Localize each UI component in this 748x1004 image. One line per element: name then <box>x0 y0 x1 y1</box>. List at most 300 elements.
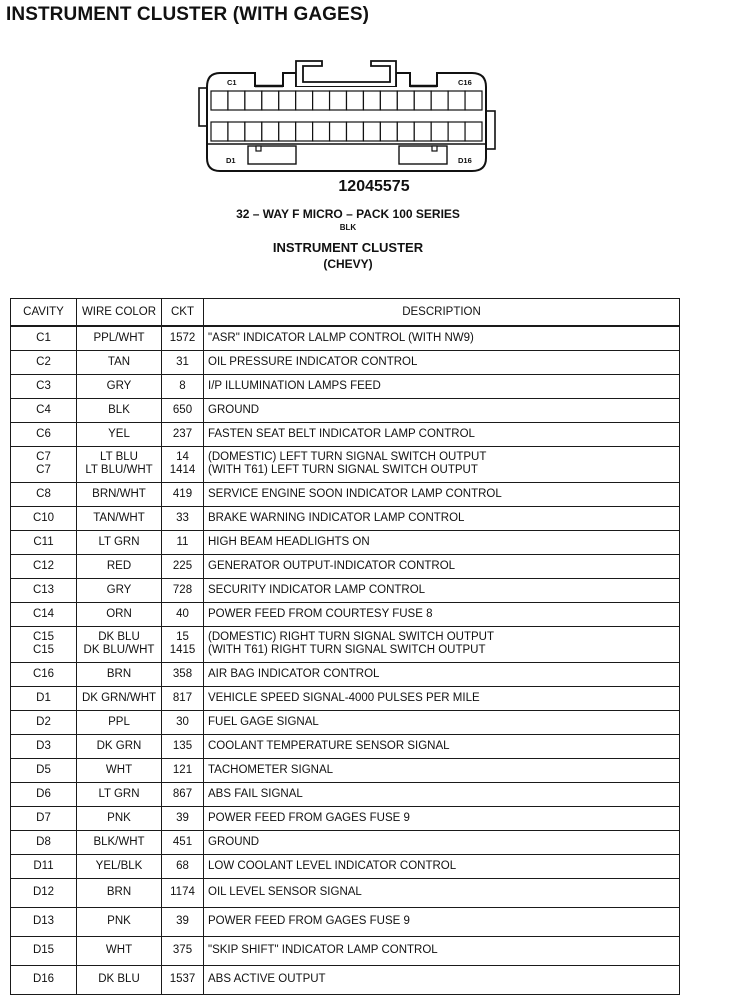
cell-ckt-text: 8 <box>179 379 186 392</box>
cell-cavity <box>11 936 77 965</box>
table-row <box>11 578 680 602</box>
cavity-c-3 <box>245 91 262 110</box>
cell-wire-color <box>77 878 162 907</box>
cell-ckt <box>162 578 204 602</box>
cell-cavity <box>11 350 77 374</box>
cell-ckt-text: 419 <box>172 487 193 500</box>
cell-wire-color-text: DK BLU <box>98 631 140 643</box>
cell-cavity <box>11 530 77 554</box>
cell-ckt <box>162 878 204 907</box>
cell-ckt <box>162 326 204 350</box>
label-c-first: C1 <box>227 78 237 87</box>
cell-wire-color <box>77 374 162 398</box>
cell-description-text: (WITH T61) RIGHT TURN SIGNAL SWITCH OUTPUT <box>208 644 486 656</box>
cavity-d-3 <box>245 122 262 141</box>
table-row <box>11 830 680 854</box>
cavity-d-14 <box>431 122 448 141</box>
cavity-c-16 <box>465 91 482 110</box>
cell-ckt <box>162 446 204 482</box>
cell-cavity <box>11 554 77 578</box>
cavity-c-8 <box>330 91 347 110</box>
cell-wire-color-text: WHT <box>105 763 133 776</box>
cell-ckt <box>162 686 204 710</box>
cell-cavity <box>11 626 77 662</box>
table-row <box>11 350 680 374</box>
cell-description-text: POWER FEED FROM GAGES FUSE 9 <box>208 811 410 824</box>
cell-ckt <box>162 662 204 686</box>
connector-diagram <box>190 54 510 178</box>
cell-wire-color-text: TAN/WHT <box>93 511 145 524</box>
cell-cavity-text: C15 <box>32 644 55 656</box>
cell-ckt-text: 39 <box>176 915 189 927</box>
cell-ckt-text: 30 <box>176 715 189 728</box>
cell-cavity <box>11 734 77 758</box>
cell-description <box>204 578 680 602</box>
cavity-d-1 <box>211 122 228 141</box>
cell-cavity-text: D8 <box>36 835 51 848</box>
cell-description <box>204 326 680 350</box>
cell-ckt-text: 40 <box>176 607 189 620</box>
cell-wire-color-text: LT BLU/WHT <box>85 464 153 476</box>
component-name: INSTRUMENT CLUSTER <box>272 240 424 255</box>
table-row <box>11 662 680 686</box>
cell-description-text: (WITH T61) LEFT TURN SIGNAL SWITCH OUTPUT <box>208 464 478 476</box>
table-row <box>11 602 680 626</box>
cell-ckt-text: 817 <box>172 691 193 704</box>
table-row <box>11 326 680 350</box>
table-row <box>11 710 680 734</box>
cell-cavity-text: C15 <box>32 631 55 643</box>
cell-wire-color <box>77 758 162 782</box>
cell-cavity <box>11 578 77 602</box>
cell-ckt-text: 121 <box>172 763 193 776</box>
cell-cavity-text: D5 <box>36 763 51 776</box>
cell-ckt <box>162 602 204 626</box>
cell-description-text: AIR BAG INDICATOR CONTROL <box>208 667 380 680</box>
cell-description-text: BRAKE WARNING INDICATOR LAMP CONTROL <box>208 511 465 524</box>
cell-wire-color <box>77 965 162 994</box>
cell-wire-color-text: DK GRN <box>96 739 142 752</box>
cell-ckt <box>162 626 204 662</box>
cell-wire-color-text: YEL <box>108 427 130 440</box>
cell-cavity-text: D1 <box>36 691 51 704</box>
cell-cavity-text: C7 <box>36 451 51 463</box>
column-header-description: DESCRIPTION <box>204 299 680 327</box>
cell-cavity <box>11 854 77 878</box>
component-variant: (CHEVY) <box>323 257 373 271</box>
cell-description <box>204 398 680 422</box>
cavity-d-7 <box>313 122 330 141</box>
cavity-d-16 <box>465 122 482 141</box>
cell-wire-color-text: DK BLU <box>98 973 140 985</box>
table-row <box>11 422 680 446</box>
table-row <box>11 907 680 936</box>
cell-cavity <box>11 422 77 446</box>
cell-wire-color-text: LT GRN <box>98 535 140 548</box>
cell-cavity-text: C4 <box>36 403 51 416</box>
cell-description-text: GENERATOR OUTPUT-INDICATOR CONTROL <box>208 559 456 572</box>
cavity-c-6 <box>296 91 313 110</box>
connector-face-drawing <box>190 54 510 178</box>
cell-description-text: OIL LEVEL SENSOR SIGNAL <box>208 886 362 898</box>
cavity-c-1 <box>211 91 228 110</box>
cell-ckt <box>162 710 204 734</box>
cell-wire-color <box>77 907 162 936</box>
cell-wire-color-text: GRY <box>106 379 132 392</box>
column-header-cavity: CAVITY <box>11 299 77 327</box>
cell-wire-color <box>77 482 162 506</box>
cell-description <box>204 710 680 734</box>
cell-ckt <box>162 554 204 578</box>
cell-wire-color <box>77 446 162 482</box>
cell-wire-color-text: YEL/BLK <box>95 859 143 872</box>
table-row <box>11 854 680 878</box>
cell-cavity-text: D7 <box>36 811 51 824</box>
cell-wire-color-text: ORN <box>106 607 132 620</box>
cell-ckt-text: 14 <box>176 451 189 463</box>
cell-description-text: ABS ACTIVE OUTPUT <box>208 973 326 985</box>
cell-wire-color <box>77 530 162 554</box>
cell-description <box>204 686 680 710</box>
cell-ckt-text: 33 <box>176 511 189 524</box>
cell-cavity-text: C6 <box>36 427 51 440</box>
cell-description <box>204 965 680 994</box>
connector-color: BLK <box>339 223 357 232</box>
cell-wire-color-text: BRN <box>106 667 132 680</box>
cell-wire-color <box>77 398 162 422</box>
cell-ckt-text: 451 <box>172 835 193 848</box>
connector-lock-right <box>399 146 447 164</box>
cell-cavity-text: D15 <box>32 944 55 956</box>
cavity-c-11 <box>380 91 397 110</box>
cavity-c-2 <box>228 91 245 110</box>
cavity-d-5 <box>279 122 296 141</box>
cell-description-text: I/P ILLUMINATION LAMPS FEED <box>208 379 381 392</box>
cell-ckt <box>162 806 204 830</box>
table-header-row <box>11 299 680 327</box>
cell-ckt-text: 728 <box>172 583 193 596</box>
cell-description <box>204 907 680 936</box>
connector-key-right <box>432 146 437 151</box>
cell-description <box>204 806 680 830</box>
cell-description-text: GROUND <box>208 403 260 416</box>
cell-wire-color-text: PPL/WHT <box>93 331 145 344</box>
cell-wire-color <box>77 626 162 662</box>
label-c-last: C16 <box>458 78 472 87</box>
cavity-c-9 <box>347 91 364 110</box>
cell-description-text: GROUND <box>208 835 260 848</box>
cell-cavity-text: C16 <box>32 667 55 680</box>
cell-ckt <box>162 782 204 806</box>
cell-cavity <box>11 662 77 686</box>
cell-description-text: SERVICE ENGINE SOON INDICATOR LAMP CONTROL <box>208 487 502 500</box>
cell-wire-color <box>77 806 162 830</box>
cell-cavity-text: D16 <box>32 973 55 985</box>
cell-wire-color-text: GRY <box>106 583 132 596</box>
table-row <box>11 398 680 422</box>
cell-wire-color <box>77 710 162 734</box>
cavity-row-c <box>211 91 482 110</box>
cell-description-text: (DOMESTIC) LEFT TURN SIGNAL SWITCH OUTPUT <box>208 451 487 463</box>
table-row <box>11 936 680 965</box>
cell-ckt <box>162 530 204 554</box>
label-d-first: D1 <box>226 156 236 165</box>
cell-ckt <box>162 854 204 878</box>
cavity-c-4 <box>262 91 279 110</box>
table-row <box>11 806 680 830</box>
cell-ckt-text: 1415 <box>169 644 196 656</box>
cell-cavity-text: C14 <box>32 607 55 620</box>
cell-wire-color-text: BLK/WHT <box>93 835 145 848</box>
cell-ckt <box>162 758 204 782</box>
table-row <box>11 626 680 662</box>
cell-cavity-text: D2 <box>36 715 51 728</box>
cell-wire-color-text: DK BLU/WHT <box>83 644 155 656</box>
table-body <box>11 326 680 994</box>
cell-cavity <box>11 602 77 626</box>
cell-description <box>204 530 680 554</box>
cell-wire-color <box>77 830 162 854</box>
cell-cavity <box>11 446 77 482</box>
cell-wire-color-text: PNK <box>107 811 131 824</box>
cell-description-text: HIGH BEAM HEADLIGHTS ON <box>208 535 370 548</box>
table-row <box>11 446 680 482</box>
cell-description-text: FASTEN SEAT BELT INDICATOR LAMP CONTROL <box>208 427 475 440</box>
table-row <box>11 782 680 806</box>
table-row <box>11 758 680 782</box>
cavity-d-6 <box>296 122 313 141</box>
connector-left-tab <box>199 88 207 126</box>
cell-description-text: "ASR" INDICATOR LALMP CONTROL (WITH NW9) <box>208 331 474 344</box>
cell-ckt <box>162 374 204 398</box>
cell-cavity <box>11 374 77 398</box>
cell-description-text: OIL PRESSURE INDICATOR CONTROL <box>208 355 418 368</box>
connector-series: 32 – WAY F MICRO – PACK 100 SERIES <box>236 207 460 221</box>
cell-cavity-text: D6 <box>36 787 51 800</box>
cell-description-text: (DOMESTIC) RIGHT TURN SIGNAL SWITCH OUTPUT <box>208 631 495 643</box>
cell-description <box>204 830 680 854</box>
cell-cavity-text: D13 <box>32 915 55 927</box>
cell-cavity <box>11 878 77 907</box>
connector-right-tab <box>486 111 495 149</box>
table-row <box>11 734 680 758</box>
table-row <box>11 530 680 554</box>
cavity-c-13 <box>414 91 431 110</box>
cell-ckt <box>162 398 204 422</box>
cavity-c-7 <box>313 91 330 110</box>
cell-description <box>204 482 680 506</box>
cell-wire-color-text: BRN/WHT <box>92 487 146 500</box>
cell-description <box>204 758 680 782</box>
column-header-ckt: CKT <box>162 299 204 327</box>
cell-cavity <box>11 806 77 830</box>
cell-description <box>204 734 680 758</box>
cell-cavity <box>11 907 77 936</box>
cell-ckt-text: 15 <box>176 631 189 643</box>
label-d-last: D16 <box>458 156 472 165</box>
cell-description-text: POWER FEED FROM COURTESY FUSE 8 <box>208 607 433 620</box>
cell-ckt <box>162 734 204 758</box>
table-row <box>11 374 680 398</box>
cell-cavity-text: C10 <box>32 511 55 524</box>
table-row <box>11 878 680 907</box>
connector-lock-left <box>248 146 296 164</box>
cell-ckt <box>162 936 204 965</box>
cell-description <box>204 662 680 686</box>
cell-cavity <box>11 758 77 782</box>
cell-ckt <box>162 907 204 936</box>
cell-description-text: FUEL GAGE SIGNAL <box>208 715 319 728</box>
cell-wire-color <box>77 854 162 878</box>
cell-wire-color-text: BRN <box>106 886 132 898</box>
cavity-d-9 <box>347 122 364 141</box>
cell-cavity <box>11 965 77 994</box>
cell-cavity-text: C12 <box>32 559 55 572</box>
cell-ckt <box>162 965 204 994</box>
cell-description-text: COOLANT TEMPERATURE SENSOR SIGNAL <box>208 739 450 752</box>
cell-wire-color-text: BLK <box>108 403 130 416</box>
page-title: INSTRUMENT CLUSTER (WITH GAGES) <box>6 4 370 25</box>
cell-ckt <box>162 506 204 530</box>
cell-description <box>204 446 680 482</box>
cell-ckt-text: 867 <box>172 787 193 800</box>
cell-description <box>204 374 680 398</box>
cell-ckt-text: 135 <box>172 739 193 752</box>
cell-wire-color <box>77 578 162 602</box>
cell-ckt-text: 375 <box>172 944 193 956</box>
cell-wire-color <box>77 326 162 350</box>
cell-description-text: TACHOMETER SIGNAL <box>208 763 334 776</box>
cell-cavity-text: C13 <box>32 583 55 596</box>
cavity-c-14 <box>431 91 448 110</box>
cavity-c-5 <box>279 91 296 110</box>
cavity-d-4 <box>262 122 279 141</box>
cell-wire-color <box>77 602 162 626</box>
cell-cavity <box>11 398 77 422</box>
cell-ckt-text: 1537 <box>169 973 196 985</box>
cell-wire-color-text: RED <box>106 559 132 572</box>
cell-description-text: POWER FEED FROM GAGES FUSE 9 <box>208 915 410 927</box>
cell-cavity-text: C11 <box>33 535 54 548</box>
table-row <box>11 686 680 710</box>
cell-description-text: ABS FAIL SIGNAL <box>208 787 303 800</box>
cell-cavity <box>11 782 77 806</box>
cell-wire-color <box>77 422 162 446</box>
cavity-d-15 <box>448 122 465 141</box>
cell-cavity-text: C8 <box>36 487 51 500</box>
cell-wire-color <box>77 554 162 578</box>
cell-wire-color <box>77 734 162 758</box>
cell-description <box>204 422 680 446</box>
pinout-table <box>10 298 680 995</box>
cell-description <box>204 878 680 907</box>
cell-ckt-text: 650 <box>172 403 193 416</box>
cell-ckt-text: 11 <box>176 535 189 548</box>
cell-cavity-text: D12 <box>32 886 55 898</box>
cell-description <box>204 854 680 878</box>
cavity-d-2 <box>228 122 245 141</box>
connector-key-left <box>256 146 261 151</box>
cell-ckt-text: 31 <box>176 355 189 368</box>
cell-cavity <box>11 506 77 530</box>
cell-description <box>204 626 680 662</box>
cell-cavity-text: D11 <box>33 859 54 872</box>
cell-cavity-text: C1 <box>36 331 51 344</box>
cell-wire-color-text: DK GRN/WHT <box>81 691 157 704</box>
cell-ckt-text: 1572 <box>169 331 196 344</box>
table-row <box>11 482 680 506</box>
cell-ckt-text: 1174 <box>170 886 195 898</box>
cell-ckt <box>162 830 204 854</box>
cell-ckt-text: 68 <box>176 859 189 872</box>
column-header-wire-color: WIRE COLOR <box>77 299 162 327</box>
cavity-c-12 <box>397 91 414 110</box>
cell-cavity <box>11 710 77 734</box>
cavity-d-10 <box>363 122 380 141</box>
cell-description <box>204 936 680 965</box>
cavity-d-11 <box>380 122 397 141</box>
cell-wire-color-text: TAN <box>107 355 131 368</box>
cell-description <box>204 350 680 374</box>
cell-cavity-text: D3 <box>36 739 51 752</box>
cell-cavity <box>11 686 77 710</box>
cavity-c-15 <box>448 91 465 110</box>
cell-description-text: VEHICLE SPEED SIGNAL-4000 PULSES PER MILE <box>208 691 480 704</box>
cell-wire-color <box>77 936 162 965</box>
cell-ckt-text: 225 <box>172 559 193 572</box>
cell-wire-color-text: WHT <box>105 944 133 956</box>
part-number: 12045575 <box>338 178 410 195</box>
cavity-row-d <box>211 122 482 141</box>
cell-wire-color-text: PNK <box>107 915 131 927</box>
cell-ckt-text: 237 <box>172 427 193 440</box>
cell-cavity <box>11 326 77 350</box>
cell-wire-color <box>77 350 162 374</box>
cell-cavity <box>11 830 77 854</box>
cell-description-text: LOW COOLANT LEVEL INDICATOR CONTROL <box>208 859 457 872</box>
cell-ckt-text: 39 <box>176 811 189 824</box>
cavity-d-13 <box>414 122 431 141</box>
cell-description-text: SECURITY INDICATOR LAMP CONTROL <box>208 583 426 596</box>
cell-cavity <box>11 482 77 506</box>
cell-wire-color <box>77 506 162 530</box>
cell-description <box>204 602 680 626</box>
cell-ckt <box>162 422 204 446</box>
cell-ckt-text: 1414 <box>169 464 196 476</box>
table-row <box>11 554 680 578</box>
cell-description <box>204 782 680 806</box>
cavity-d-12 <box>397 122 414 141</box>
cell-cavity-text: C3 <box>36 379 51 392</box>
table-row <box>11 965 680 994</box>
connector-latch <box>296 61 396 86</box>
cell-wire-color-text: PPL <box>108 715 130 728</box>
cell-wire-color <box>77 782 162 806</box>
cell-wire-color-text: LT BLU <box>100 451 138 463</box>
cell-wire-color <box>77 686 162 710</box>
cell-ckt <box>162 350 204 374</box>
cell-description <box>204 554 680 578</box>
cell-cavity-text: C2 <box>36 355 51 368</box>
table-row <box>11 506 680 530</box>
cell-wire-color-text: LT GRN <box>98 787 140 800</box>
cavity-d-8 <box>330 122 347 141</box>
cell-ckt-text: 358 <box>172 667 193 680</box>
cell-description <box>204 506 680 530</box>
cell-cavity-text: C7 <box>36 464 51 476</box>
cavity-c-10 <box>363 91 380 110</box>
cell-description-text: "SKIP SHIFT" INDICATOR LAMP CONTROL <box>208 944 438 956</box>
